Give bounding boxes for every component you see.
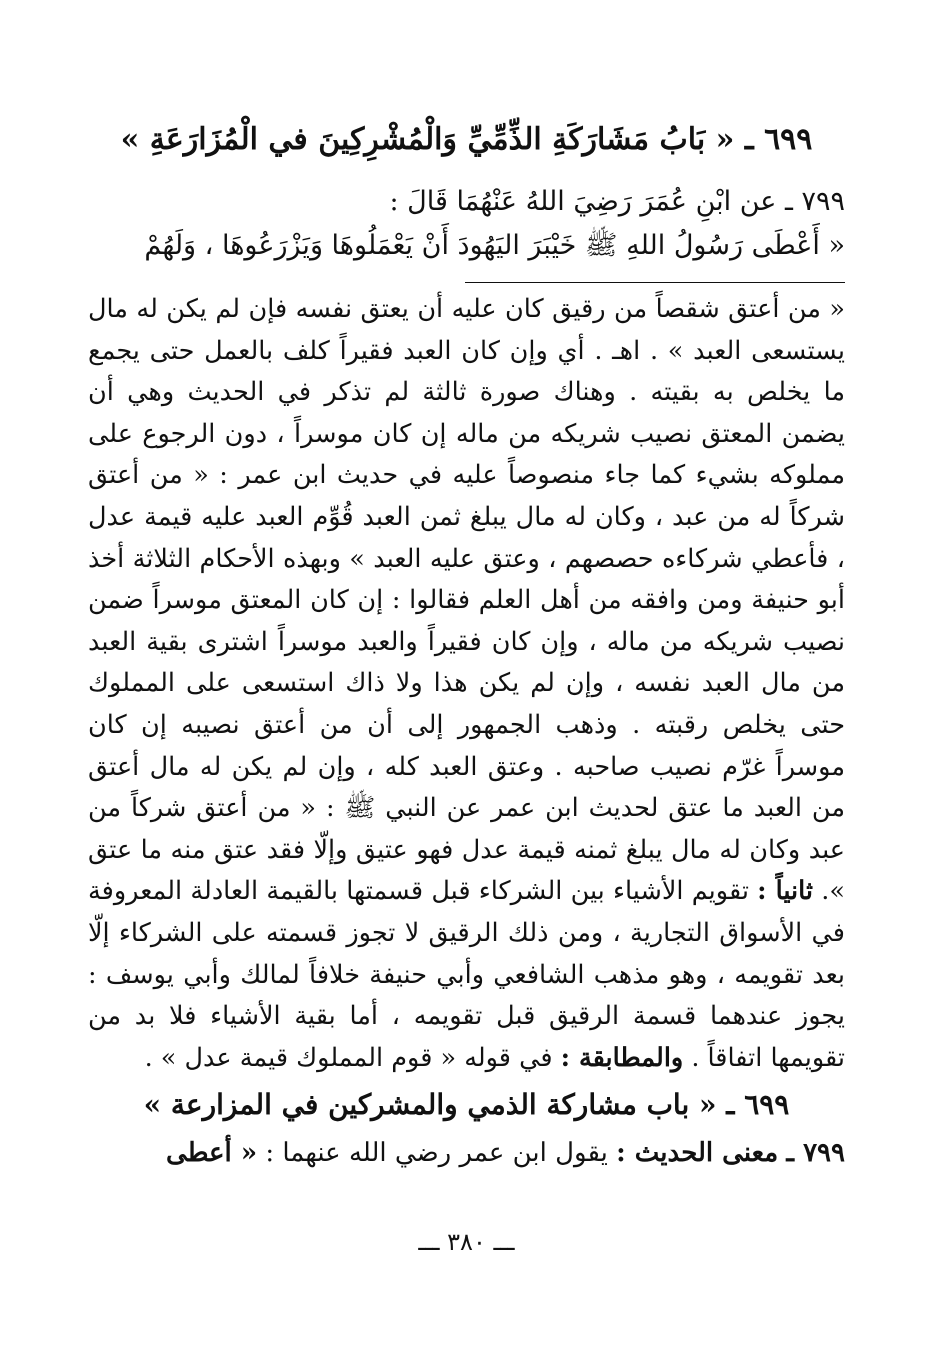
commentary-part-3: في قوله « قوم المملوك قيمة عدل » . bbox=[144, 1042, 553, 1073]
footnote-divider bbox=[465, 282, 845, 283]
hadith-text: « أَعْطَى رَسُولُ اللهِ ﷺ خَيْبَرَ اليَهُودَ أَنْ يَعْمَلُوهَا وَيَزْرَعُوهَا ، وَلَهُمْ bbox=[144, 230, 845, 261]
commentary-part-2: تقويم الأشياء بين الشركاء قبل قسمتها بالقيمة العادلة المعروفة في الأسواق التجارية ، ومن ذلك الرقيق لا تجوز قسمته على الشركاء إلّا بعد تقويمه ، وهو مذهب الشافعي وأبي حنيفة خلافاً لمالك وأبي يوسف : يجوز عندهما قسمة الرقيق قبل تقويمه ، أما بقية الأشياء فلا بد من تقويمها اتفاقاً . bbox=[88, 876, 845, 1073]
page-number: ـــ ٣٨٠ ـــ bbox=[418, 1228, 515, 1256]
hadith-meaning bbox=[88, 1131, 845, 1175]
chapter-heading: ٦٩٩ ـ « بَابُ مَشَارَكَةِ الذِّمِّيِّ وَالْمُشْرِكِينَ في الْمُزَارَعَةِ » bbox=[120, 122, 813, 157]
commentary-part-1: « من أعتق شقصاً من رقيق كان عليه أن يعتق نفسه فإن لم يكن له مال يستسعى العبد » . اهـ . أي وإن كان العبد فقيراً كلف بالعمل حتى يجمع ما يخلص به بقيته . وهناك صورة ثالثة لم تذكر في الحديث وهي أن يضمن المعتق نصيب شريكه من ماله إن كان موسراً ، دون الرجوع على مملوكه بشيء كما جاء منصوصاً عليه في حديث ابن عمر : « من أعتق شركاً له من عبد ، وكان له مال يبلغ ثمن العبد قُوِّم العبد عليه قيمة عدل ، فأعطي شركاءه حصصهم ، وعتق عليه العبد » وبهذه الأحكام الثلاثة أخذ أبو حنيفة ومن وافقه من أهل العلم فقالوا : إن كان المعتق موسراً ضمن نصيب شريكه من ماله ، وإن كان فقيراً والعبد موسراً اشترى بقية العبد من مال العبد نفسه ، وإن لم يكن هذا ولا ذاك استسعى على المملوك حتى يخلص رقبته . وذهب الجمهور إلى أن من أعتق نصيبه إن كان موسراً غرّم نصيب صاحبه . وعتق العبد كله ، وإن لم يكن له مال أعتق من العبد ما عتق لحديث ابن عمر عن النبي ﷺ : « من أعتق شركاً من عبد وكان له مال يبلغ ثمنه قيمة عدل فهو عتيق وإلّا فقد عتق منه ما عتق ». bbox=[88, 294, 845, 907]
chapter-heading-repeat: ٦٩٩ ـ « باب مشاركة الذمي والمشركين في المزارعة » bbox=[143, 1088, 790, 1122]
commentary-paragraph bbox=[88, 289, 845, 1079]
meaning-number: ٧٩٩ ـ bbox=[786, 1138, 845, 1169]
meaning-quote-start: « أعطى bbox=[166, 1138, 258, 1169]
meaning-text: يقول ابن عمر رضي الله عنهما : bbox=[265, 1138, 608, 1169]
meaning-label: معنى الحديث : bbox=[616, 1138, 779, 1169]
hadith-intro: ٧٩٩ ـ عن ابْنِ عُمَرَ رَضِيَ اللهُ عَنْهُمَا قَالَ : bbox=[389, 186, 845, 217]
commentary-label-second: ثانياً : bbox=[757, 876, 814, 907]
commentary-label-matching: والمطابقة : bbox=[560, 1042, 684, 1073]
